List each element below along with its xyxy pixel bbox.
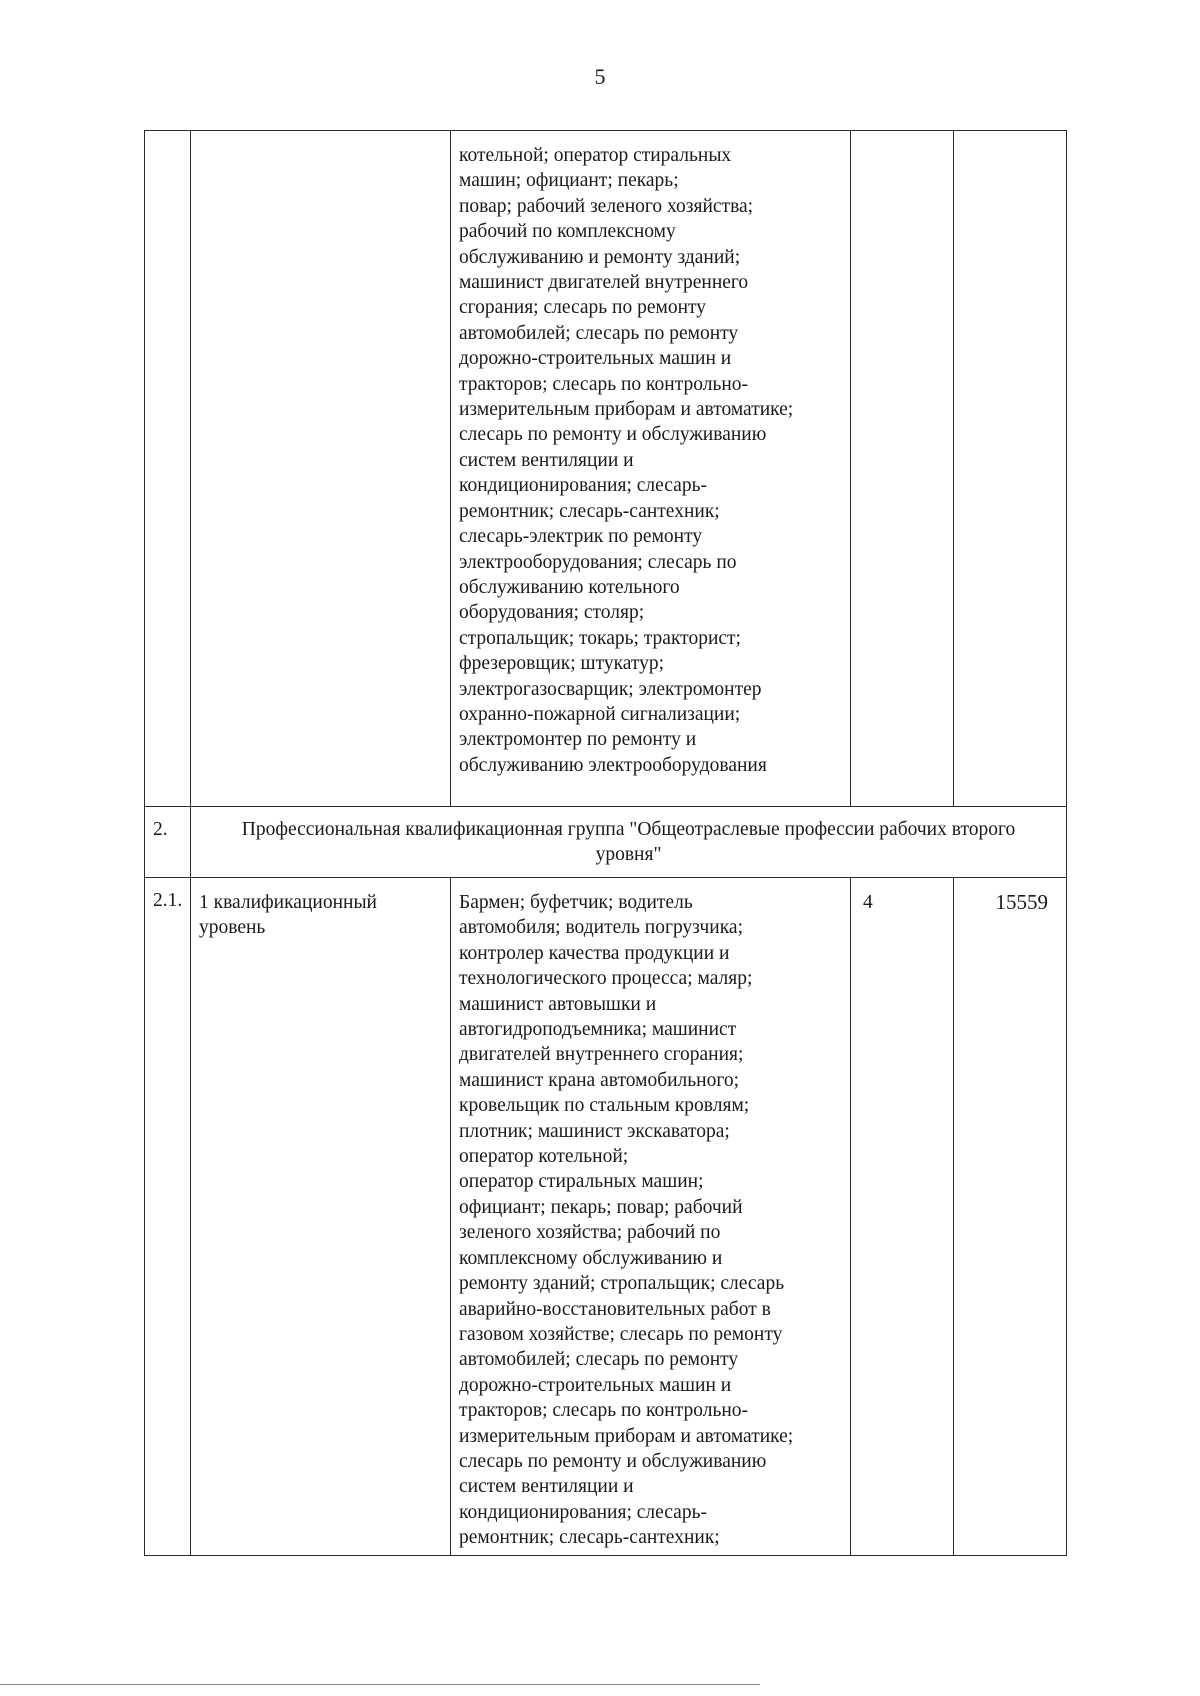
profession-line: ремонтник; слесарь-сантехник; [459, 1527, 720, 1549]
profession-line: автомобилей; слесарь по ремонту [459, 1349, 739, 1371]
level-number: 2.1. [153, 890, 183, 911]
profession-line: стропальщик; токарь; тракторист; [459, 627, 741, 649]
profession-line: автомобиля; водитель погрузчика; [459, 917, 743, 939]
profession-line: оператор стиральных машин; [459, 1171, 704, 1193]
profession-line: тракторов; слесарь по контрольно- [459, 373, 749, 395]
grade-cell [851, 131, 954, 807]
group-number: 2. [153, 819, 168, 840]
profession-line: тракторов; слесарь по контрольно- [459, 1400, 749, 1422]
profession-line: слесарь-электрик по ремонту [459, 526, 703, 548]
profession-line: оператор котельной; [459, 1146, 629, 1168]
profession-line: систем вентиляции и [459, 449, 634, 471]
profession-line: измерительным приборам и автоматике; [459, 1425, 794, 1447]
profession-line: ремонту зданий; стропальщик; слесарь [459, 1273, 785, 1295]
profession-line: рабочий по комплексному [459, 221, 676, 243]
group-title: Профессиональная квалификационная группа "Общеотраслевые профессии рабочих второго уровня" [241, 819, 1016, 865]
profession-line: автомобилей; слесарь по ремонту [459, 322, 739, 344]
profession-line: кондиционирования; слесарь- [459, 1501, 707, 1523]
profession-line: аварийно-восстановительных работ в [459, 1298, 771, 1320]
profession-line: машинист крана автомобильного; [459, 1069, 740, 1091]
profession-line: контролер качества продукции и [459, 942, 730, 964]
professions-list [451, 131, 850, 782]
profession-line: слесарь по ремонту и обслуживанию [459, 424, 767, 446]
profession-line: электрооборудования; слесарь по [459, 551, 737, 573]
profession-line: измерительным приборам и автоматике; [459, 399, 794, 421]
number-cell [145, 131, 191, 807]
profession-line: ремонтник; слесарь-сантехник; [459, 500, 720, 522]
profession-line: зеленого хозяйства; рабочий по [459, 1222, 721, 1244]
profession-line: систем вентиляции и [459, 1476, 634, 1498]
table-row-level [145, 878, 1067, 1556]
level-professions-cell [451, 878, 851, 1556]
page-number: 5 [594, 64, 606, 89]
profession-line: официант; пекарь; повар; рабочий [459, 1196, 743, 1218]
level-cell [191, 131, 451, 807]
profession-line: обслуживанию и ремонту зданий; [459, 246, 741, 268]
grade-cell [851, 878, 954, 1556]
profession-line: электрогазосварщик; электромонтер [459, 678, 762, 700]
profession-line: повар; рабочий зеленого хозяйства; [459, 195, 754, 217]
professions-cell [451, 131, 851, 807]
profession-line: обслуживанию котельного [459, 576, 680, 598]
qualification-table [144, 130, 1067, 1556]
profession-line: машин; официант; пекарь; [459, 170, 679, 192]
level-name-cell [191, 878, 451, 1556]
profession-line: технологического процесса; маляр; [459, 968, 753, 990]
table-row-continued [145, 131, 1067, 807]
profession-line: дорожно-строительных машин и [459, 348, 732, 370]
professions-list [451, 878, 850, 1555]
profession-line: газовом хозяйстве; слесарь по ремонту [459, 1323, 783, 1345]
profession-line: охранно-пожарной сигнализации; [459, 703, 741, 725]
profession-line: электромонтер по ремонту и [459, 729, 697, 751]
table-row-group [145, 807, 1067, 878]
profession-line: машинист автовышки и [459, 993, 657, 1015]
salary-cell [954, 878, 1067, 1556]
profession-line: кровельщик по стальным кровлям; [459, 1095, 750, 1117]
profession-line: дорожно-строительных машин и [459, 1374, 732, 1396]
profession-line: слесарь по ремонту и обслуживанию [459, 1450, 767, 1472]
profession-line: плотник; машинист экскаватора; [459, 1120, 730, 1142]
profession-line: фрезеровщик; штукатур; [459, 653, 665, 675]
profession-line: машинист двигателей внутреннего [459, 272, 749, 294]
salary-value: 15559 [995, 890, 1048, 914]
level-name: 1 квалификационный уровень [199, 892, 377, 939]
profession-line: оборудования; столяр; [459, 602, 645, 624]
group-number-cell [145, 807, 191, 878]
grade-value: 4 [863, 892, 873, 913]
profession-line: котельной; оператор стиральных [459, 145, 732, 166]
profession-line: автогидроподъемника; машинист [459, 1019, 737, 1041]
profession-line: двигателей внутреннего сгорания; [459, 1044, 744, 1066]
level-number-cell [145, 878, 191, 1556]
group-title-cell [191, 807, 1067, 878]
page-bottom-rule [0, 1684, 760, 1685]
salary-cell [954, 131, 1067, 807]
profession-line: Бармен; буфетчик; водитель [459, 892, 693, 913]
profession-line: сгорания; слесарь по ремонту [459, 297, 707, 319]
profession-line: кондиционирования; слесарь- [459, 475, 707, 497]
profession-line: обслуживанию электрооборудования [459, 754, 767, 776]
profession-line: комплексному обслуживанию и [459, 1247, 723, 1269]
